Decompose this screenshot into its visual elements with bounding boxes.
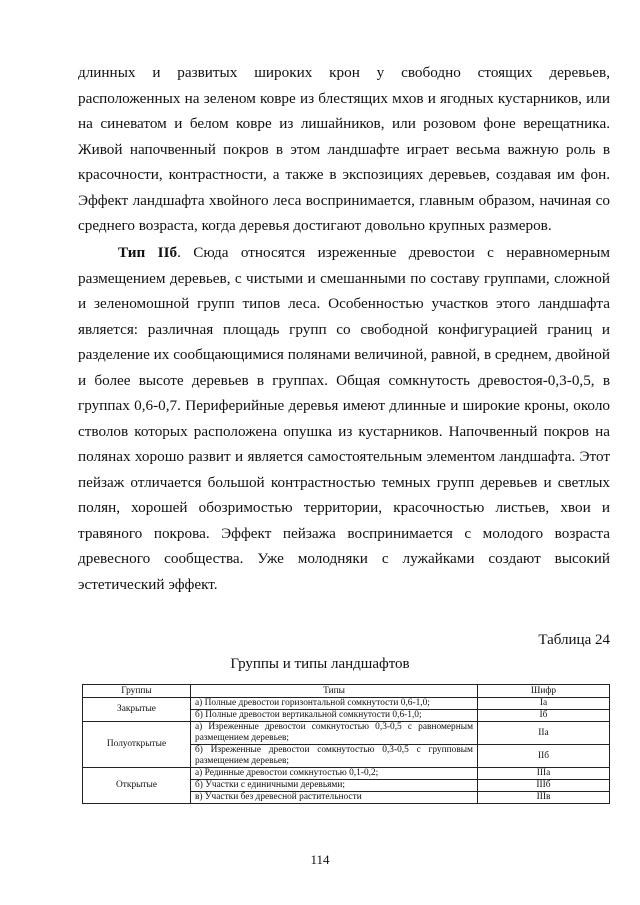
header-cipher: Шифр	[478, 685, 610, 698]
cipher-cell: IIIa	[478, 768, 610, 780]
table-row	[83, 722, 610, 745]
type-cell: в) Участки без древесной растительности	[191, 792, 478, 804]
paragraph-2-text: . Сюда относятся изреженные древостои с неравномерным размещением деревьев, с чистыми и смешанными по составу группами, сложной и зеленомошной групп типов леса. Особенностью участков этого ландшафта является: различная площадь групп со свободной конфигурацией границ и разделение их сообщающимися полянами величиной, равной, в среднем, двойной и более высоте деревьев в группах. Общая сомкнутость древостоя-0,3-0,5, в группах 0,6-0,7. Периферийные деревья имеют длинные и широкие кроны, около стволов которых расположена опушка из кустарников. Напочвенный покров на полянах хорошо развит и является самостоятельным элементом ландшафта. Этот пейзаж отличается большой контрастностью темных групп деревьев и светлых полян, хорошей обозримостью территории, красочностью листьев, хвои и травяного покрова. Эффект пейзажа воспринимается с молодого возраста древесного сообщества. Уже молодняки с лужайками создают высокий эстетический эффект.	[78, 244, 610, 593]
table-row	[83, 768, 610, 780]
group-cell: Открытые	[83, 768, 191, 804]
cipher-cell: IIIб	[478, 780, 610, 792]
header-types: Типы	[191, 685, 478, 698]
type-cell: а) Изреженные древостои сомкнутостью 0,3-0,5 с равномерным размещением деревьев;	[191, 722, 478, 745]
group-cell: Полуоткрытые	[83, 722, 191, 768]
type-cell: а) Рединные древостои сомкнутостью 0,1-0,2;	[191, 768, 478, 780]
type-cell: б) Изреженные древостои сомкнутостью 0,3-0,5 с групповым размещением деревьев;	[191, 745, 478, 768]
header-groups: Группы	[83, 685, 191, 698]
group-cell: Закрытые	[83, 698, 191, 722]
cipher-cell: IIIв	[478, 792, 610, 804]
type-cell: а) Полные древостои горизонтальной сомкнутости 0,6-1,0;	[191, 698, 478, 710]
page-number: 114	[310, 852, 330, 867]
cipher-cell: Iб	[478, 710, 610, 722]
cipher-cell: IIб	[478, 745, 610, 768]
landscape-types-table	[82, 684, 610, 804]
table-row	[83, 698, 610, 710]
cipher-cell: Ia	[478, 698, 610, 710]
table-header-row	[83, 685, 610, 698]
table-caption: Таблица 24	[538, 632, 610, 648]
paragraph-2	[78, 240, 610, 597]
cipher-cell: IIa	[478, 722, 610, 745]
type-cell: б) Полные древостои вертикальной сомкнутости 0,6-1,0;	[191, 710, 478, 722]
paragraph-1: длинных и развитых широких крон у свободно стоящих деревьев, расположенных на зеленом ковре из блестящих мхов и ягодных кустарников, или на синеватом и белом ковре из лишайников, или розовом фоне верещатника. Живой напочвенный покров в этом ландшафте играет весьма важную роль в красочности, контрастности, а также в экспозициях деревьев, создавая им фон. Эффект ландшафта хвойного леса воспринимается, главным образом, начиная со среднего возраста, когда деревья достигают довольно крупных размеров.	[78, 64, 610, 234]
type-cell: б) Участки с единичными деревьями;	[191, 780, 478, 792]
paragraph-2-lead: Тип IIб	[118, 244, 178, 261]
table-title: Группы и типы ландшафтов	[230, 656, 410, 672]
